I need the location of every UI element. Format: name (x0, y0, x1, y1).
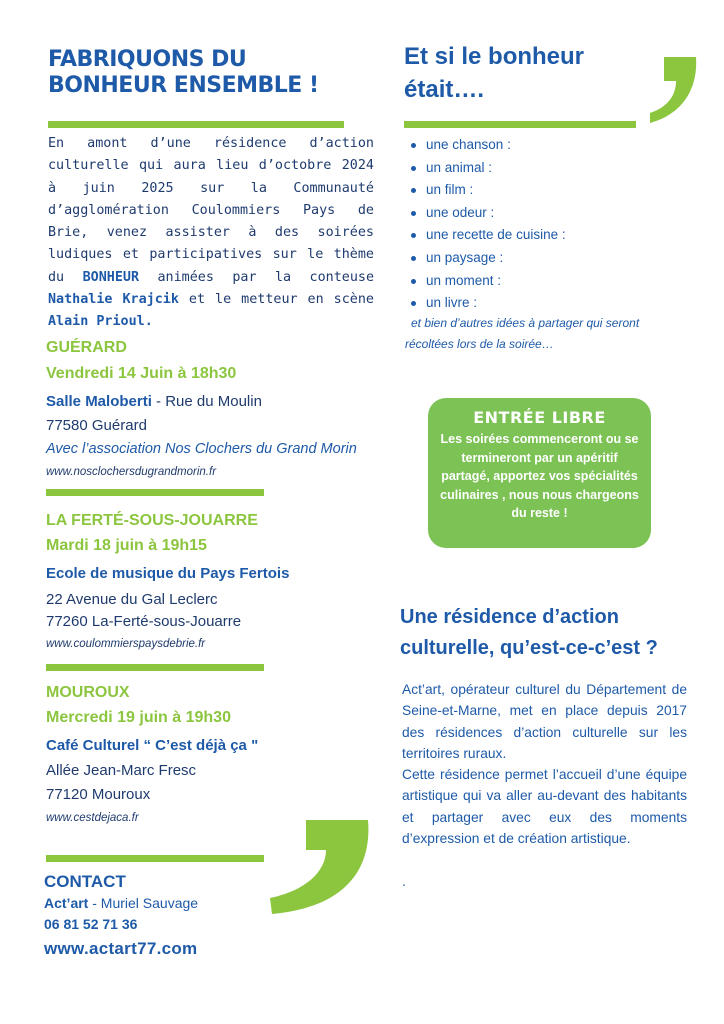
divider-bar (46, 664, 264, 671)
intro-paragraph (48, 133, 374, 334)
event-url[interactable]: www.coulommierspaysdebrie.fr (46, 638, 206, 650)
contact-heading: CONTACT (44, 872, 126, 891)
event-url[interactable]: www.cestdejaca.fr (46, 812, 139, 824)
list-item: un animal : (408, 157, 678, 180)
entree-libre-text: Les soirées commenceront ou se termineront par un apéritif partagé, apportez vos spécialités culinaires , nous nous chargeons du reste ! (440, 432, 639, 520)
residence-description (402, 679, 687, 893)
residence-title-line-1: Une résidence d’action (400, 606, 619, 628)
right-title-line-2: était…. (404, 76, 485, 103)
event-address: 77580 Guérard (46, 417, 147, 434)
contact-website[interactable]: www.actart77.com (44, 939, 198, 958)
residence-paragraph-1: Act’art, opérateur culturel du Département de Seine-et-Marne, met en place depuis 2017 des résidences d’action culturelle sur les territoires ruraux. (402, 682, 687, 761)
event-city: GUÉRARD (46, 339, 127, 356)
contact-org: Act’art (44, 895, 89, 911)
divider-bar (46, 489, 264, 496)
event-date: Mercredi 19 juin à 19h30 (46, 709, 231, 726)
divider-bar (46, 855, 264, 862)
residence-trailing-dot: . (402, 874, 406, 890)
more-ideas-line-1: et bien d’autres idées à partager qui seront (411, 316, 640, 330)
event-venue-line (46, 390, 406, 414)
list-item: une chanson : (408, 134, 678, 157)
contact-phone[interactable]: 06 81 52 71 36 (44, 916, 138, 932)
main-title-line-1: FABRIQUONS DU (48, 47, 247, 72)
event-venue: Ecole de musique du Pays Fertois (46, 565, 290, 582)
right-title (404, 40, 624, 106)
list-item: un paysage : (408, 247, 678, 270)
event-venue: Salle Maloberti (46, 393, 152, 410)
intro-text: En amont d’une résidence d’action culturelle qui aura lieu d’octobre 2024 à juin 2025 sur la Communauté d’agglomération Coulommiers Pays de Brie, venez assister à des soirées ludiques et participatives sur le thème du (48, 136, 374, 285)
event-date: Mardi 18 juin à 19h15 (46, 537, 207, 554)
divider-bar (48, 121, 344, 128)
intro-text: animées par la conteuse (139, 269, 375, 285)
event-address: 77120 Mouroux (46, 786, 151, 803)
list-item: un moment : (408, 270, 678, 293)
event-address: 77260 La-Ferté-sous-Jouarre (46, 613, 242, 630)
bonheur-list (408, 134, 678, 315)
green-quote-mark-bottom-icon (268, 812, 378, 922)
intro-highlight-bonheur: BONHEUR (82, 269, 140, 285)
residence-title (400, 602, 710, 664)
event-address: 22 Avenue du Gal Leclerc (46, 591, 218, 608)
entree-libre-heading: ENTRÉE LIBRE (473, 408, 606, 427)
event-url[interactable]: www.nosclochersdugrandmorin.fr (46, 466, 217, 478)
event-association: Avec l’association Nos Clochers du Grand Morin (46, 441, 357, 457)
more-ideas-note (405, 313, 695, 355)
more-ideas-line-2: récoltées lors de la soirée… (405, 337, 554, 351)
contact-person-line (44, 893, 304, 914)
event-venue-street: - Rue du Moulin (151, 393, 262, 410)
event-city: LA FERTÉ-SOUS-JOUARRE (46, 512, 258, 529)
list-item: un livre : (408, 292, 678, 315)
intro-highlight-conteuse: Nathalie Krajcik (48, 292, 179, 308)
event-guerard (46, 337, 406, 482)
event-mouroux (46, 682, 376, 829)
residence-paragraph-2: Cette résidence permet l’accueil d’une équipe artistique qui va aller au-devant des habitants et partager avec eux des moments d’expression et de création artistique. (402, 767, 687, 847)
entree-libre-box (428, 398, 651, 548)
intro-highlight-metteur: Alain Prioul. (48, 314, 153, 330)
list-item: une odeur : (408, 202, 678, 225)
event-address: Allée Jean-Marc Fresc (46, 762, 197, 779)
main-title (48, 47, 348, 99)
green-quote-mark-top-icon (648, 55, 700, 125)
event-date: Vendredi 14 Juin à 18h30 (46, 365, 237, 382)
residence-title-line-2: culturelle, qu’est-ce-c’est ? (400, 637, 658, 659)
event-city: MOUROUX (46, 684, 130, 701)
event-ferte-sous-jouarre (46, 510, 376, 655)
contact-block (44, 871, 304, 963)
main-title-line-2: BONHEUR ENSEMBLE ! (48, 73, 319, 98)
list-item: un film : (408, 179, 678, 202)
event-venue: Café Culturel “ C’est déjà ça " (46, 737, 259, 754)
right-title-line-1: Et si le bonheur (404, 43, 585, 70)
intro-text: et le metteur en scène (178, 292, 374, 308)
list-item: une recette de cuisine : (408, 224, 678, 247)
divider-bar (404, 121, 636, 128)
contact-person: - Muriel Sauvage (88, 895, 199, 911)
